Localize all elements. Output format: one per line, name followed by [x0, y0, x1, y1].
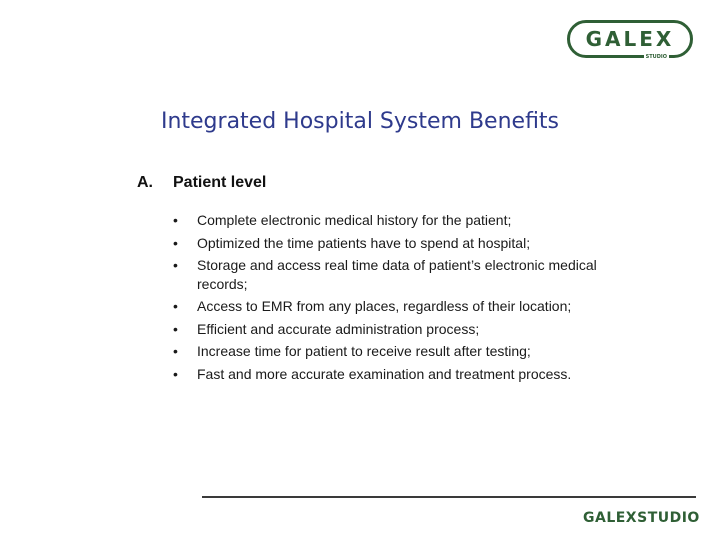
bullet-text: Optimized the time patients have to spend at hospital; — [197, 234, 531, 251]
bullet-item — [173, 211, 643, 230]
bullet-text: Fast and more accurate examination and treatment process. — [197, 365, 572, 382]
section-title: Patient level — [173, 174, 267, 191]
section-letter: A. — [137, 174, 153, 191]
bullet-item — [173, 365, 643, 384]
logo-text: GALEX — [585, 27, 675, 51]
bullet-item — [173, 342, 643, 361]
bullet-dot-icon: • — [173, 298, 178, 314]
logo-subtext: STUDIO — [645, 54, 667, 60]
bullet-list — [173, 211, 643, 387]
galex-studio-logo — [567, 20, 693, 58]
bullet-text: Storage and access real time data of patient’s electronic medical records; — [197, 257, 597, 292]
bullet-item — [173, 234, 643, 253]
bullet-dot-icon: • — [173, 343, 178, 359]
bullet-text: Complete electronic medical history for the patient; — [197, 212, 512, 228]
footer-brand: GALEXSTUDIO — [583, 510, 700, 526]
bullet-text: Increase time for patient to receive result after testing; — [197, 343, 531, 359]
bullet-dot-icon: • — [173, 320, 178, 337]
bullet-dot-icon: • — [173, 257, 178, 273]
bullet-dot-icon: • — [173, 212, 178, 228]
bullet-dot-icon: • — [173, 365, 178, 382]
slide-title: Integrated Hospital System Benefits — [160, 109, 560, 134]
bullet-item — [173, 256, 617, 293]
bullet-text: Efficient and accurate administration process; — [197, 320, 480, 337]
bullet-dot-icon: • — [173, 234, 178, 251]
bullet-item — [173, 297, 643, 316]
bullet-text: Access to EMR from any places, regardless of their location; — [197, 298, 572, 314]
bullet-item — [173, 320, 643, 339]
footer-divider — [202, 496, 696, 498]
